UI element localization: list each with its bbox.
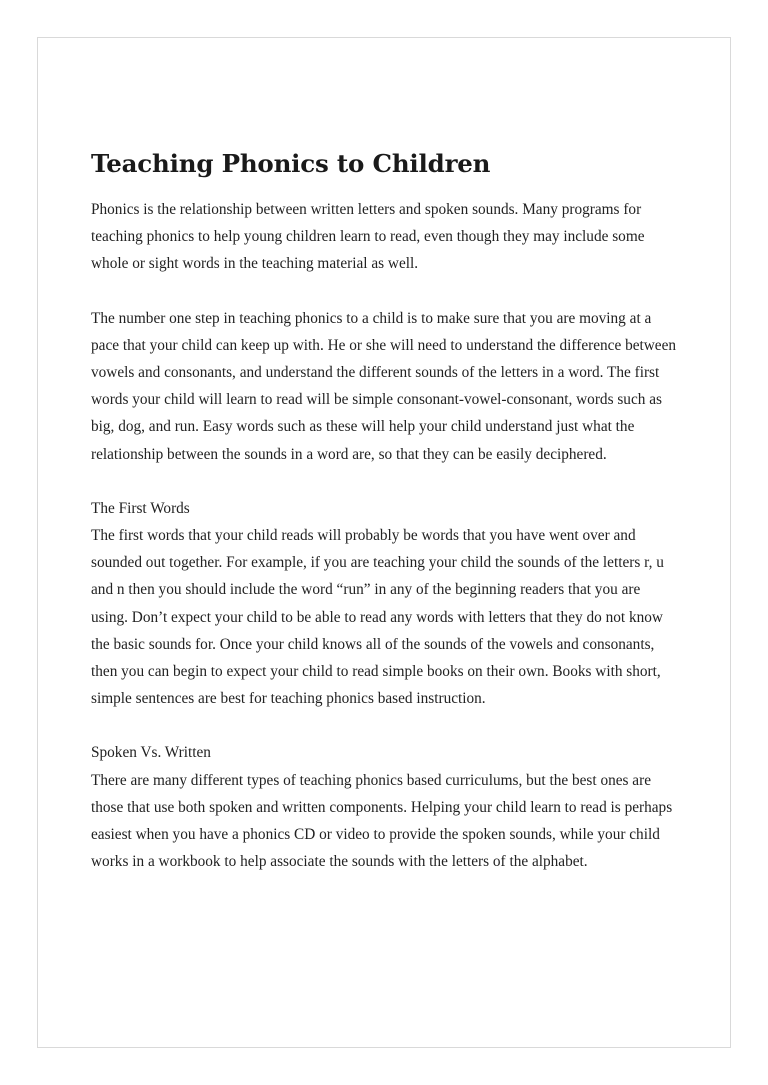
section-heading: Spoken Vs. Written (91, 744, 211, 762)
section-first-words (91, 495, 681, 713)
section-text: The first words that your child reads will probably be words that you have went over and sounded out together. For example, if you are teaching your child the sounds of the letters r, u and n then you should include the word “run” in any of the beginning readers that you are using. Don’t expect your child to be able to read any words with letters that they do not know the basic sounds for. Once your child knows all of the sounds of the vowels and consonants, then you can begin to expect your child to read simple books on their own. Books with short, simple sentences are best for teaching phonics based instruction. (91, 527, 664, 708)
section-heading: The First Words (91, 499, 190, 517)
document-page (37, 37, 731, 1048)
page-title: Teaching Phonics to Children (91, 149, 491, 178)
section-text: There are many different types of teaching phonics based curriculums, but the best ones are those that use both spoken and written components. Helping your child learn to read is perhaps easiest when you have a phonics CD or video to provide the spoken sounds, while your child works in a workbook to help associate the sounds with the letters of the alphabet. (91, 771, 673, 871)
intro-paragraph: Phonics is the relationship between written letters and spoken sounds. Many programs for teaching phonics to help young children learn to read, even though they may include some whole or sight words in the teaching material as well. (91, 201, 645, 273)
section-spoken-vs-written (91, 739, 681, 875)
first-step-paragraph: The number one step in teaching phonics to a child is to make sure that you are moving at a pace that your child can keep up with. He or she will need to understand the difference between vowels and consonants, and understand the different sounds of the letters in a word. The first words your child will learn to read will be simple consonant-vowel-consonant, words such as big, dog, and run. Easy words such as these will help your child understand just what the relationship between the sounds in a word are, so that they can be easily deciphered. (91, 309, 677, 463)
document-content (91, 144, 681, 875)
